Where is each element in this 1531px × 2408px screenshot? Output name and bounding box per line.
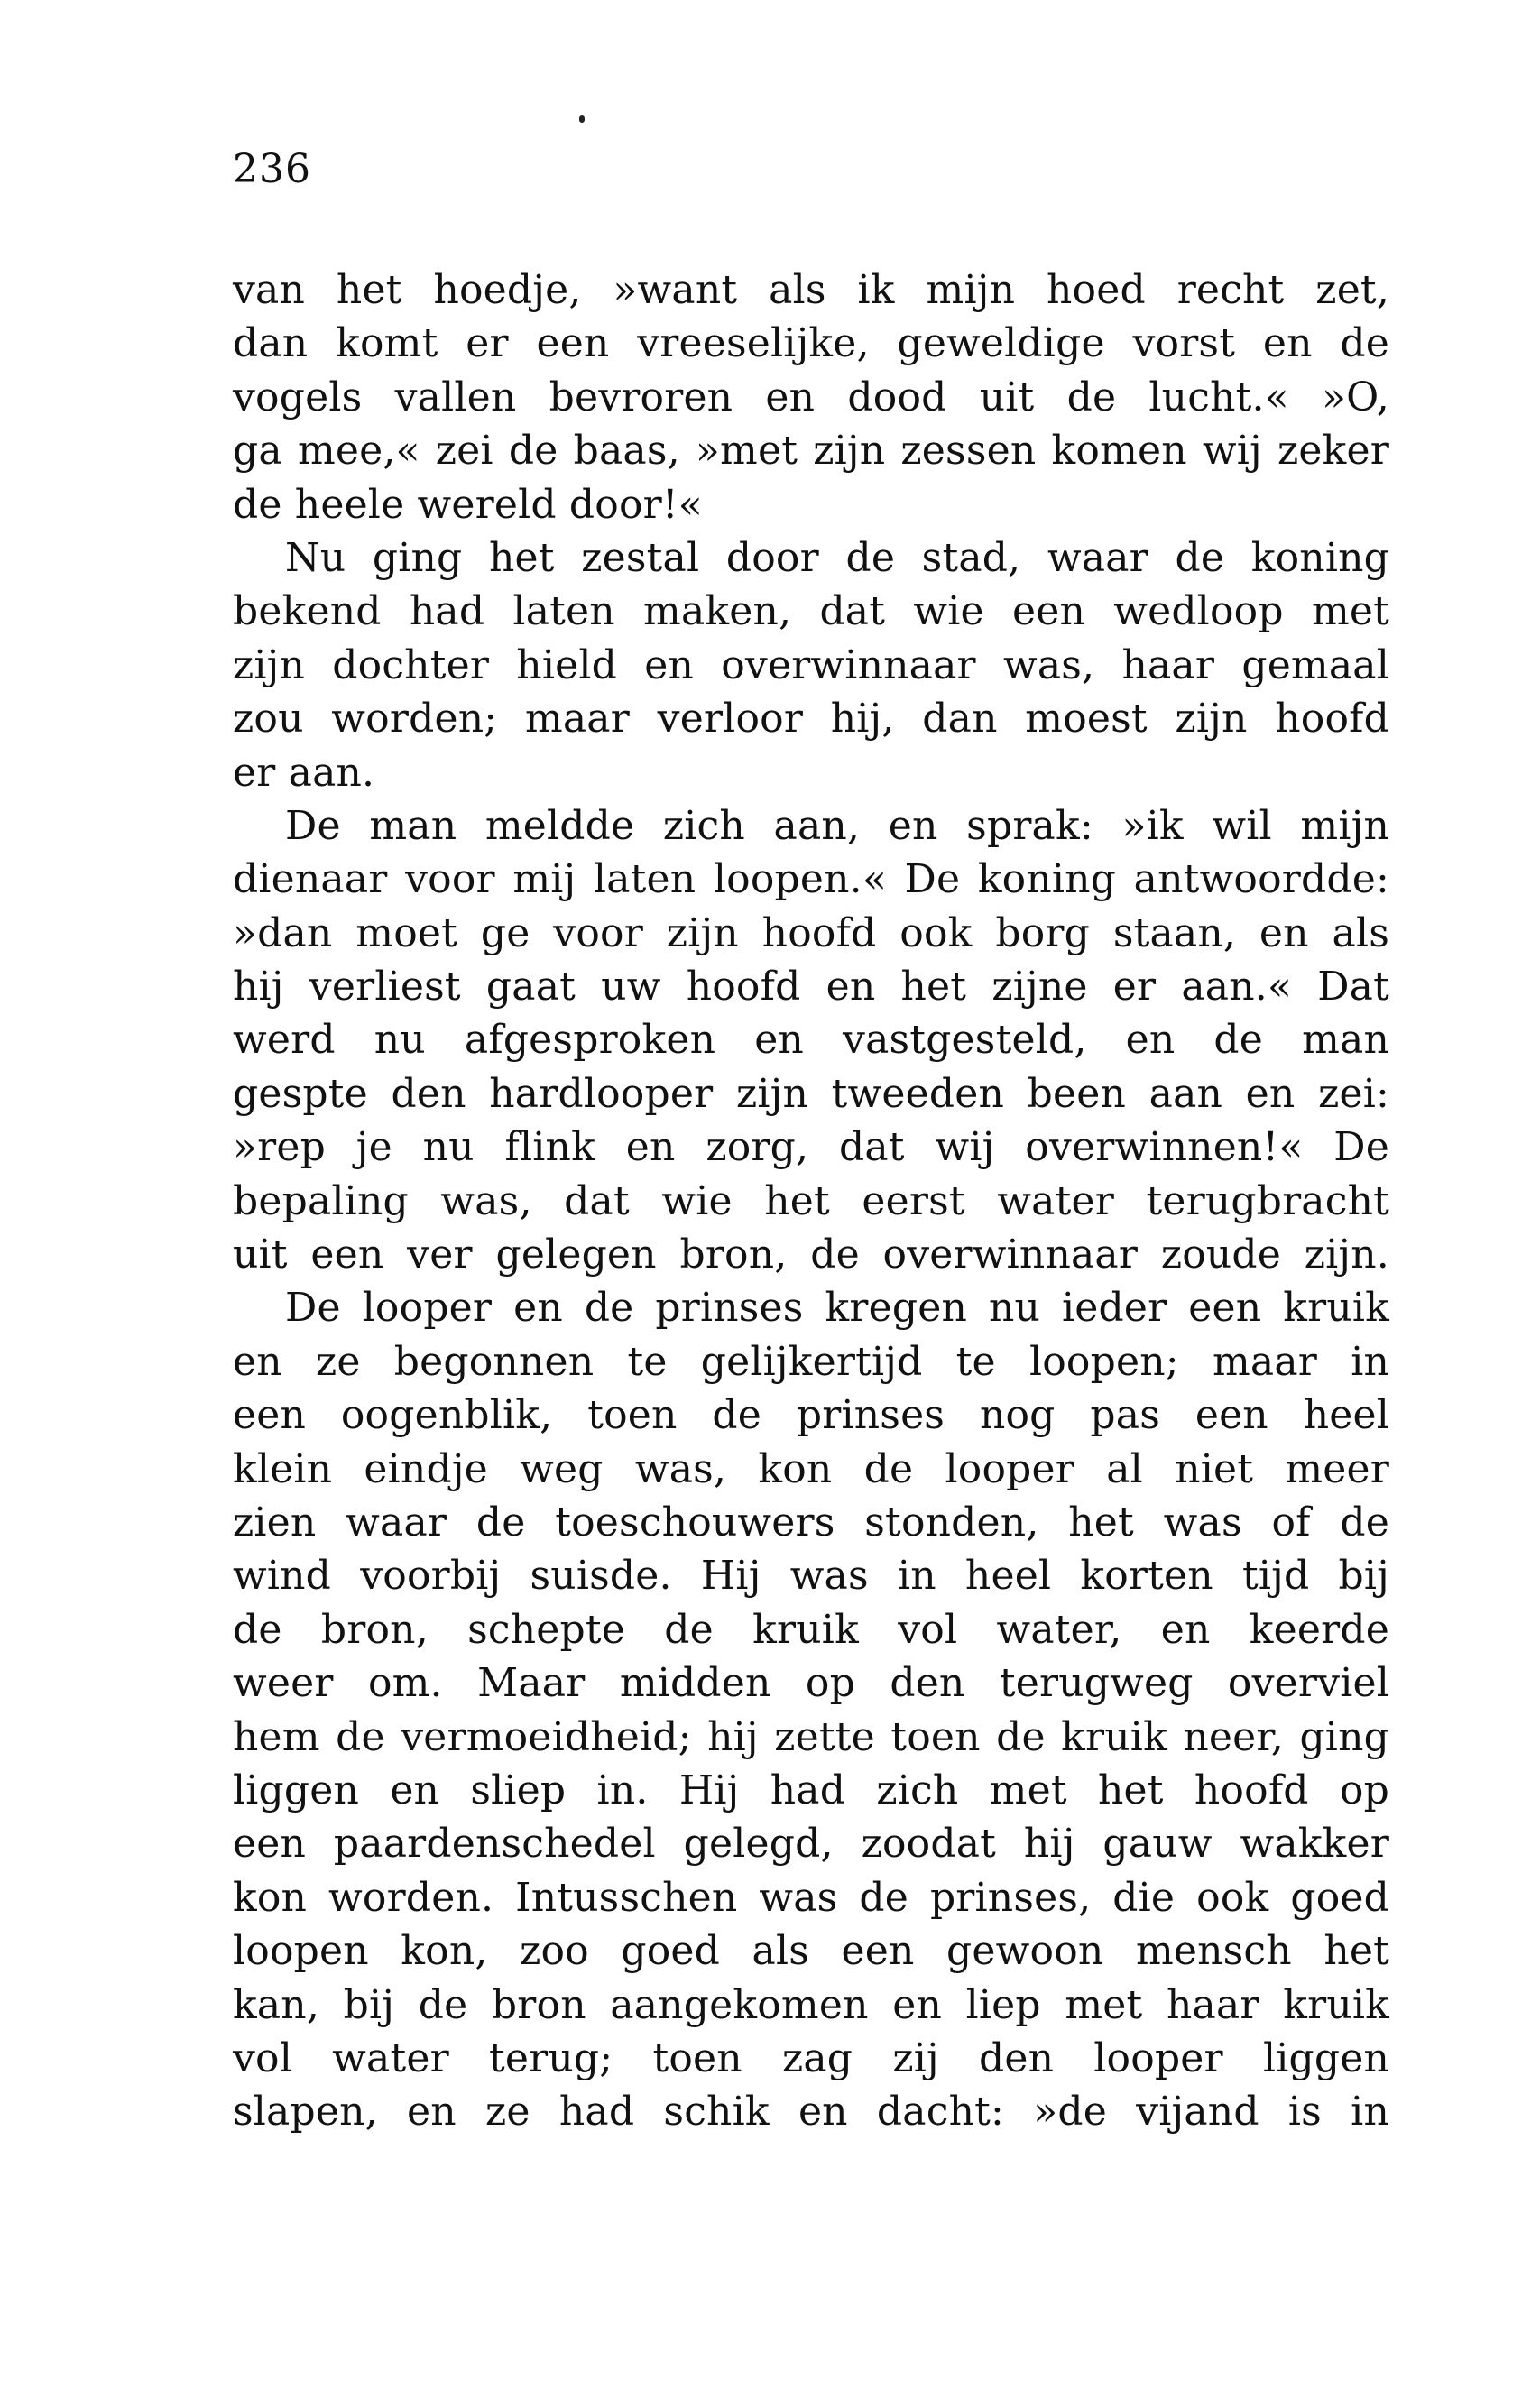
text-line: een oogenblik, toen de prinses nog pas een heel xyxy=(233,1392,1389,1439)
text-line: bekend had laten maken, dat wie een wedloop met xyxy=(233,588,1389,635)
text-line: loopen kon, zoo goed als een gewoon mensch het xyxy=(233,1928,1389,1975)
text-line: vogels vallen bevroren en dood uit de lucht.« »O, xyxy=(233,374,1389,420)
text-line: een paardenschedel gelegd, zoodat hij gauw wakker xyxy=(233,1821,1389,1868)
text-line: zou worden; maar verloor hij, dan moest zijn hoofd xyxy=(233,696,1389,743)
text-line: bepaling was, dat wie het eerst water terugbracht xyxy=(233,1177,1389,1224)
text-line: de heele wereld door!« xyxy=(233,481,703,528)
text-line: hij verliest gaat uw hoofd en het zijne er aan.« Dat xyxy=(233,964,1389,1010)
text-line: er aan. xyxy=(233,749,375,796)
text-line: en ze begonnen te gelijkertijd te loopen; maar in xyxy=(233,1338,1389,1385)
page-body-text xyxy=(233,263,1389,2139)
text-line: dan komt er een vreeselijke, geweldige vorst en de xyxy=(233,320,1389,367)
text-line: slapen, en ze had schik en dacht: »de vijand is in xyxy=(233,2089,1389,2136)
text-line: wind voorbij suisde. Hij was in heel korten tijd bij xyxy=(233,1553,1389,1600)
text-line: uit een ver gelegen bron, de overwinnaar zoude zijn. xyxy=(233,1232,1389,1278)
text-line: kon worden. Intusschen was de prinses, die ook goed xyxy=(233,1874,1389,1921)
text-line: werd nu afgesproken en vastgesteld, en de man xyxy=(233,1017,1389,1064)
text-line: »dan moet ge voor zijn hoofd ook borg staan, en als xyxy=(233,909,1389,956)
page-number: 236 xyxy=(233,146,311,192)
text-line: ga mee,« zei de baas, »met zijn zessen komen wij zeker xyxy=(233,428,1389,475)
text-line: hem de vermoeidheid; hij zette toen de kruik neer, ging xyxy=(233,1713,1389,1760)
text-line: De man meldde zich aan, en sprak: »ik wil mijn xyxy=(285,802,1389,849)
text-line: kan, bij de bron aangekomen en liep met haar kruik xyxy=(233,1981,1389,2028)
text-line: zijn dochter hield en overwinnaar was, haar gemaal xyxy=(233,641,1389,688)
text-line: dienaar voor mij laten loopen.« De koning antwoordde: xyxy=(233,856,1389,903)
text-line: de bron, schepte de kruik vol water, en keerde xyxy=(233,1606,1389,1653)
text-line: gespte den hardlooper zijn tweeden been aan en zei: xyxy=(233,1070,1389,1117)
text-line: De looper en de prinses kregen nu ieder een kruik xyxy=(285,1285,1389,1332)
text-line: »rep je nu flink en zorg, dat wij overwinnen!« De xyxy=(233,1124,1389,1171)
text-line: vol water terug; toen zag zij den looper liggen xyxy=(233,2034,1389,2081)
text-line: van het hoedje, »want als ik mijn hoed recht zet, xyxy=(233,267,1389,313)
text-line: klein eindje weg was, kon de looper al niet meer xyxy=(233,1445,1389,1492)
ink-speck xyxy=(579,115,585,123)
text-line: weer om. Maar midden op den terugweg overviel xyxy=(233,1660,1389,1707)
text-line: zien waar de toeschouwers stonden, het was of de xyxy=(233,1499,1389,1545)
text-line: Nu ging het zestal door de stad, waar de koning xyxy=(285,534,1389,581)
text-line: liggen en sliep in. Hij had zich met het hoofd op xyxy=(233,1767,1389,1813)
